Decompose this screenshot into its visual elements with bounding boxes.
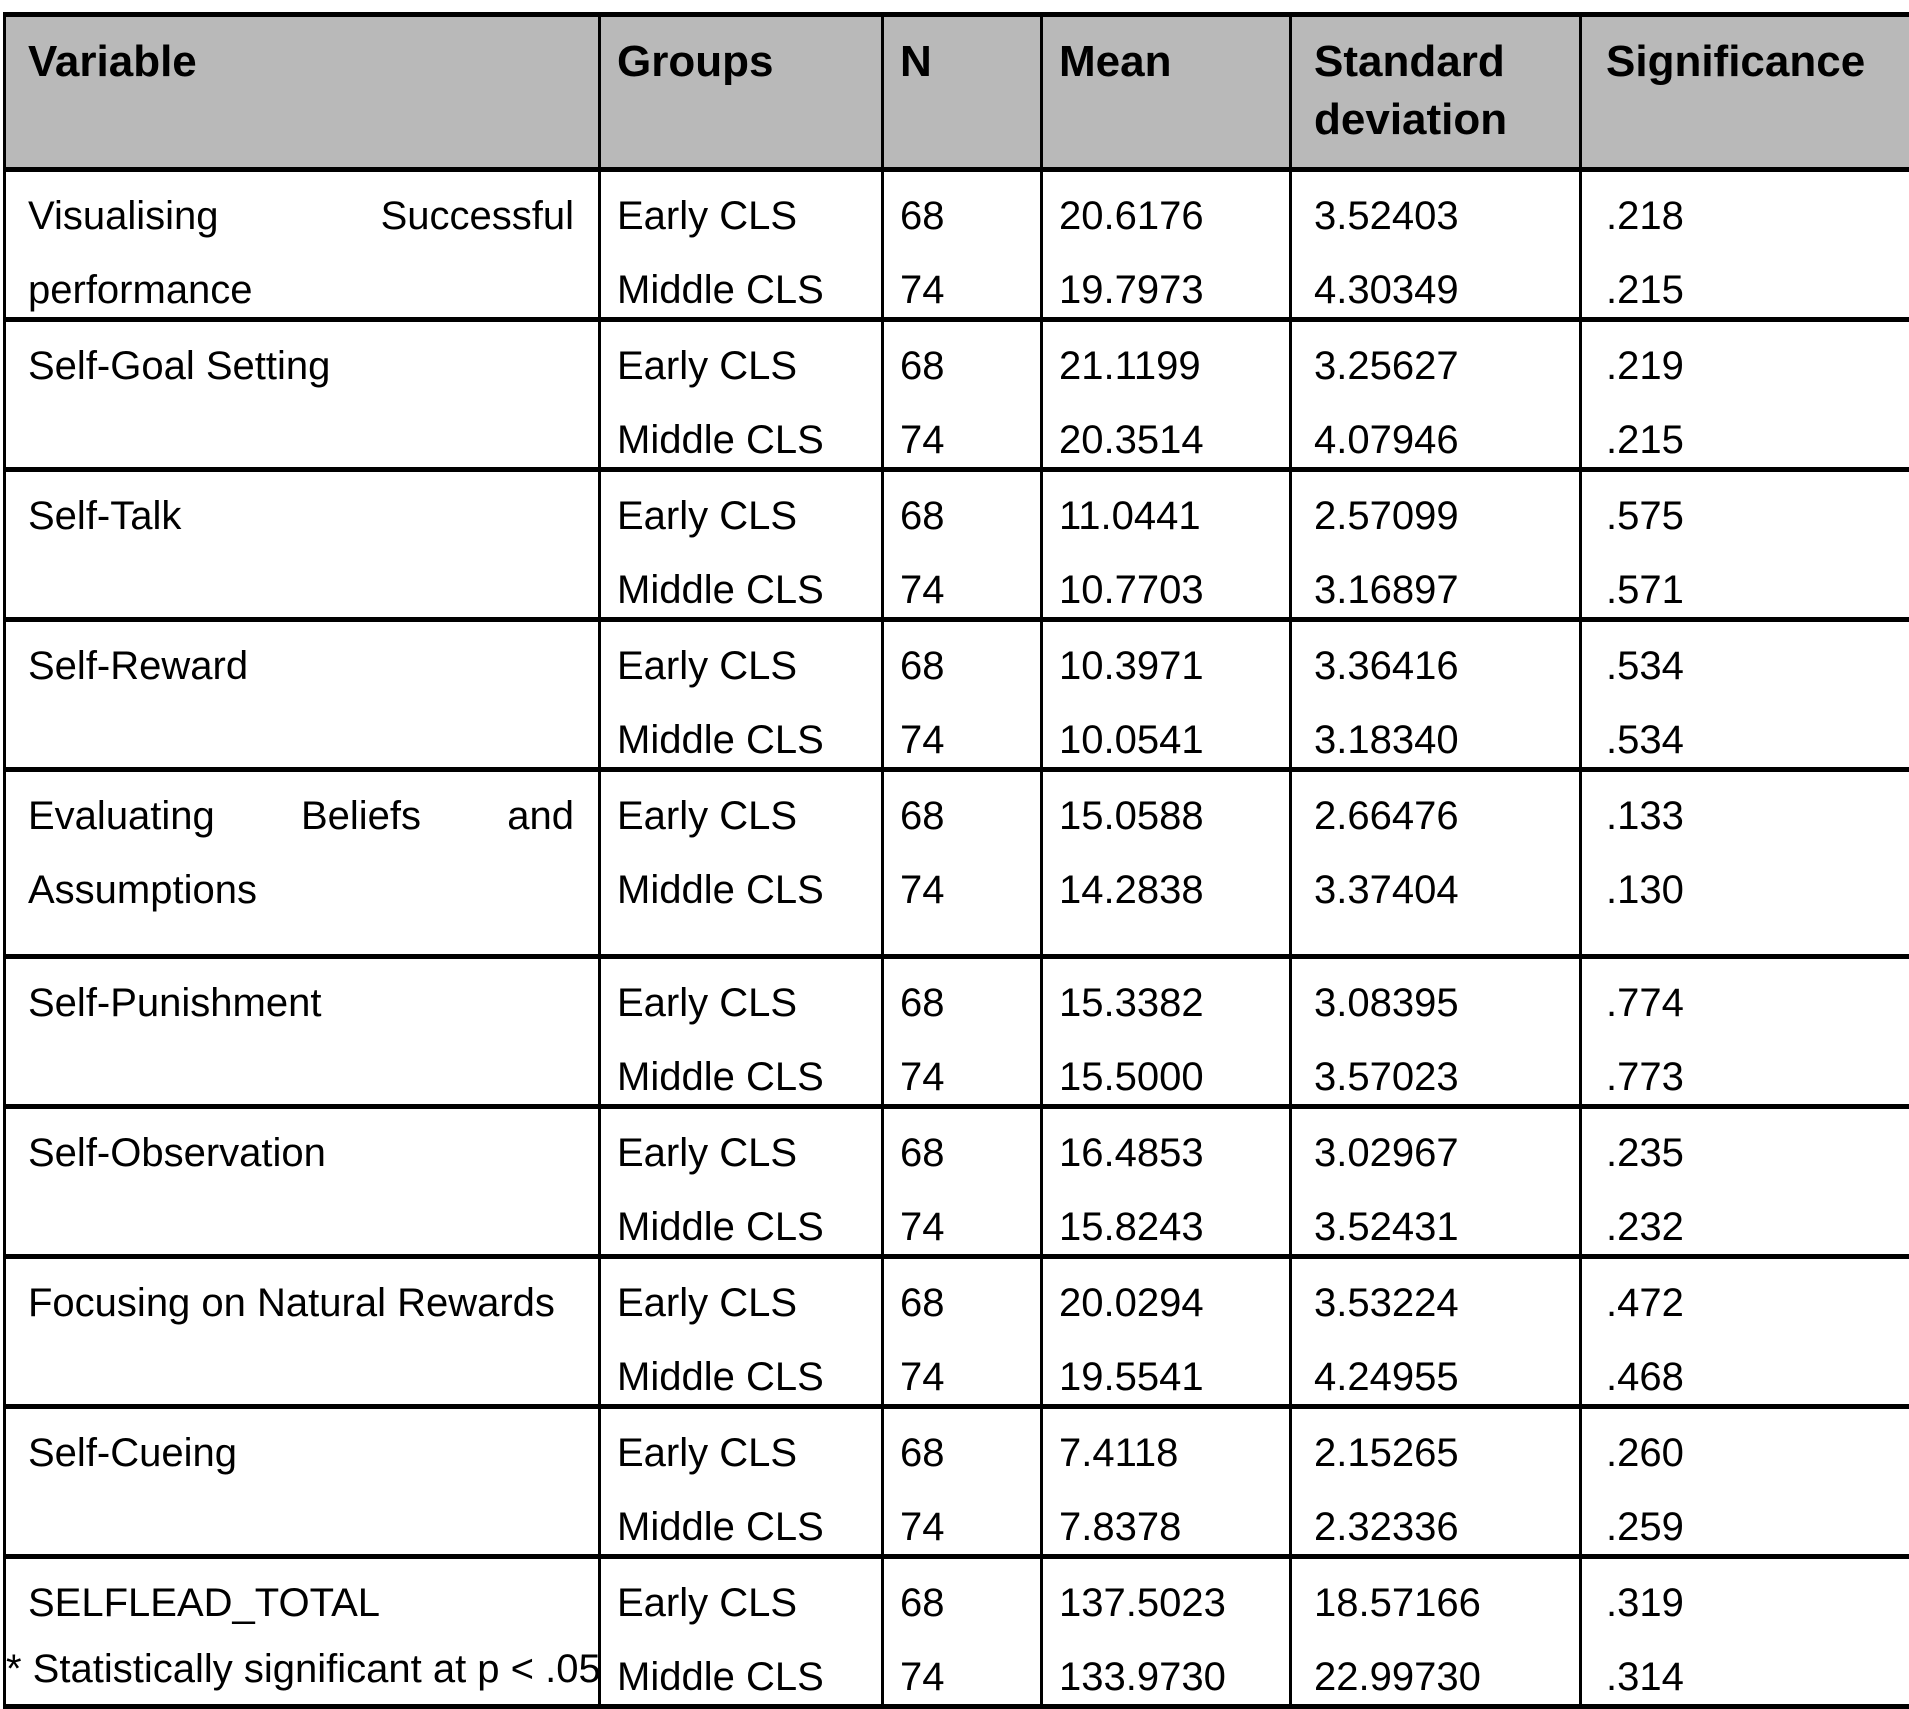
- mean-cell-early: 10.3971: [1059, 640, 1279, 692]
- n-cell-early: 68: [900, 977, 1032, 1029]
- significance-cell-early: .534: [1606, 640, 1909, 692]
- variable-cell: [5, 770, 600, 957]
- n-cell-middle: 74: [900, 1501, 1032, 1553]
- n-cell-middle: 74: [900, 414, 1032, 466]
- n-cell-middle: 74: [900, 1201, 1032, 1253]
- significance-cell-early: .472: [1606, 1277, 1909, 1329]
- variable-word: and: [507, 790, 574, 842]
- groups-cell-early: Early CLS: [617, 1577, 871, 1629]
- table-row: [5, 957, 1909, 1107]
- significance-cell-middle: .232: [1606, 1201, 1909, 1253]
- significance-cell-middle: .773: [1606, 1051, 1909, 1103]
- variable-cell: [5, 320, 600, 470]
- variable-word: Beliefs: [301, 790, 421, 842]
- mean-cell-middle: 20.3514: [1059, 414, 1279, 466]
- groups-cell-early: Early CLS: [617, 1127, 871, 1179]
- table-row: [5, 1257, 1909, 1407]
- variable-line: Self-Cueing: [28, 1427, 574, 1479]
- significance-cell-middle: .468: [1606, 1351, 1909, 1403]
- table-row: [5, 620, 1909, 770]
- significance-cell-early: .774: [1606, 977, 1909, 1029]
- footnote: * Statistically significant at p < .05: [6, 1645, 601, 1693]
- significance-cell: [1581, 620, 1909, 770]
- groups-cell: [600, 770, 883, 957]
- significance-cell: [1581, 1257, 1909, 1407]
- groups-cell: [600, 957, 883, 1107]
- groups-cell-middle: Middle CLS: [617, 1201, 871, 1253]
- significance-cell: [1581, 1407, 1909, 1557]
- n-cell-early: 68: [900, 190, 1032, 242]
- n-cell-middle: 74: [900, 714, 1032, 766]
- mean-cell: [1042, 1107, 1291, 1257]
- mean-cell-middle: 14.2838: [1059, 864, 1279, 916]
- mean-cell-middle: 19.5541: [1059, 1351, 1279, 1403]
- groups-cell: [600, 320, 883, 470]
- sd-cell: [1291, 620, 1581, 770]
- groups-cell-middle: Middle CLS: [617, 1051, 871, 1103]
- variable-cell: [5, 470, 600, 620]
- groups-cell-middle: Middle CLS: [617, 864, 871, 916]
- significance-cell-middle: .215: [1606, 264, 1909, 316]
- mean-cell-middle: 133.9730: [1059, 1651, 1279, 1703]
- groups-cell-early: Early CLS: [617, 977, 871, 1029]
- groups-cell: [600, 620, 883, 770]
- n-cell-middle: 74: [900, 1651, 1032, 1703]
- mean-cell-early: 11.0441: [1059, 490, 1279, 542]
- column-header-n: N: [883, 15, 1042, 170]
- sd-cell-early: 3.08395: [1314, 977, 1569, 1029]
- groups-cell-early: Early CLS: [617, 190, 871, 242]
- groups-cell: [600, 1107, 883, 1257]
- mean-cell: [1042, 470, 1291, 620]
- n-cell: [883, 1557, 1042, 1707]
- table-row: [5, 320, 1909, 470]
- sd-cell-middle: 4.07946: [1314, 414, 1569, 466]
- mean-cell: [1042, 1557, 1291, 1707]
- table-row: [5, 770, 1909, 957]
- significance-cell: [1581, 1557, 1909, 1707]
- n-cell-early: 68: [900, 1427, 1032, 1479]
- sd-cell-middle: 2.32336: [1314, 1501, 1569, 1553]
- mean-cell-middle: 10.7703: [1059, 564, 1279, 616]
- n-cell-middle: 74: [900, 564, 1032, 616]
- variable-word: Visualising: [28, 190, 219, 242]
- n-cell: [883, 1107, 1042, 1257]
- variable-word: Successful: [381, 190, 574, 242]
- n-cell-early: 68: [900, 1277, 1032, 1329]
- n-cell: [883, 620, 1042, 770]
- n-cell-early: 68: [900, 640, 1032, 692]
- sd-cell-middle: 3.52431: [1314, 1201, 1569, 1253]
- significance-cell-middle: .259: [1606, 1501, 1909, 1553]
- mean-cell-early: 20.0294: [1059, 1277, 1279, 1329]
- sd-cell-early: 3.53224: [1314, 1277, 1569, 1329]
- n-cell: [883, 320, 1042, 470]
- mean-cell-middle: 7.8378: [1059, 1501, 1279, 1553]
- n-cell-middle: 74: [900, 1051, 1032, 1103]
- mean-cell: [1042, 320, 1291, 470]
- n-cell: [883, 770, 1042, 957]
- groups-cell-middle: Middle CLS: [617, 714, 871, 766]
- significance-cell: [1581, 1107, 1909, 1257]
- sd-cell-middle: 4.30349: [1314, 264, 1569, 316]
- mean-cell: [1042, 170, 1291, 320]
- variable-line: Self-Reward: [28, 640, 574, 692]
- sd-cell-middle: 3.57023: [1314, 1051, 1569, 1103]
- groups-cell-early: Early CLS: [617, 640, 871, 692]
- sd-cell-middle: 3.18340: [1314, 714, 1569, 766]
- significance-cell-early: .218: [1606, 190, 1909, 242]
- n-cell-middle: 74: [900, 1351, 1032, 1403]
- mean-cell-early: 16.4853: [1059, 1127, 1279, 1179]
- sd-cell: [1291, 1257, 1581, 1407]
- groups-cell-early: Early CLS: [617, 1427, 871, 1479]
- n-cell: [883, 1407, 1042, 1557]
- n-cell-middle: 74: [900, 264, 1032, 316]
- table-row: [5, 170, 1909, 320]
- sd-cell-early: 3.52403: [1314, 190, 1569, 242]
- significance-cell-early: .235: [1606, 1127, 1909, 1179]
- mean-cell-middle: 15.5000: [1059, 1051, 1279, 1103]
- n-cell-early: 68: [900, 790, 1032, 842]
- n-cell-early: 68: [900, 1577, 1032, 1629]
- table-row: [5, 1407, 1909, 1557]
- significance-cell: [1581, 320, 1909, 470]
- mean-cell-early: 20.6176: [1059, 190, 1279, 242]
- mean-cell: [1042, 957, 1291, 1107]
- groups-cell-early: Early CLS: [617, 1277, 871, 1329]
- sd-cell-early: 2.66476: [1314, 790, 1569, 842]
- sd-cell: [1291, 1557, 1581, 1707]
- column-header-variable: Variable: [5, 15, 600, 170]
- significance-cell: [1581, 957, 1909, 1107]
- column-header-significance: Significance: [1581, 15, 1909, 170]
- groups-cell-middle: Middle CLS: [617, 1651, 871, 1703]
- variable-cell: [5, 620, 600, 770]
- significance-cell-middle: .534: [1606, 714, 1909, 766]
- significance-cell-middle: .215: [1606, 414, 1909, 466]
- groups-cell: [600, 1257, 883, 1407]
- significance-cell-early: .575: [1606, 490, 1909, 542]
- sd-cell-early: 3.36416: [1314, 640, 1569, 692]
- n-cell-middle: 74: [900, 864, 1032, 916]
- mean-cell-early: 21.1199: [1059, 340, 1279, 392]
- variable-line: Assumptions: [28, 864, 574, 916]
- variable-line: Self-Observation: [28, 1127, 574, 1179]
- mean-cell: [1042, 1257, 1291, 1407]
- variable-cell: [5, 170, 600, 320]
- n-cell-early: 68: [900, 1127, 1032, 1179]
- variable-line: Self-Punishment: [28, 977, 574, 1029]
- groups-cell: [600, 1407, 883, 1557]
- variable-word: Evaluating: [28, 790, 215, 842]
- n-cell: [883, 957, 1042, 1107]
- sd-cell: [1291, 320, 1581, 470]
- significance-cell-early: .260: [1606, 1427, 1909, 1479]
- sd-cell: [1291, 1107, 1581, 1257]
- variable-line: Self-Talk: [28, 490, 574, 542]
- variable-line: [28, 190, 574, 242]
- column-header-mean: Mean: [1042, 15, 1291, 170]
- variable-line: [28, 790, 574, 842]
- n-cell-early: 68: [900, 340, 1032, 392]
- significance-cell-middle: .571: [1606, 564, 1909, 616]
- variable-line: Focusing on Natural Rewards: [28, 1277, 574, 1329]
- sd-cell-early: 2.15265: [1314, 1427, 1569, 1479]
- mean-cell-middle: 10.0541: [1059, 714, 1279, 766]
- n-cell: [883, 170, 1042, 320]
- mean-cell-early: 7.4118: [1059, 1427, 1279, 1479]
- table-body: [5, 170, 1909, 1707]
- variable-cell: [5, 1407, 600, 1557]
- sd-cell: [1291, 170, 1581, 320]
- column-header-sd: Standard deviation: [1291, 15, 1581, 170]
- table-row: [5, 1107, 1909, 1257]
- sd-cell-early: 18.57166: [1314, 1577, 1569, 1629]
- significance-cell: [1581, 770, 1909, 957]
- variable-line: Self-Goal Setting: [28, 340, 574, 392]
- sd-cell-early: 3.25627: [1314, 340, 1569, 392]
- variable-cell: [5, 1257, 600, 1407]
- mean-cell-middle: 15.8243: [1059, 1201, 1279, 1253]
- groups-cell: [600, 170, 883, 320]
- sd-cell-middle: 3.37404: [1314, 864, 1569, 916]
- variable-cell: [5, 1107, 600, 1257]
- groups-cell-middle: Middle CLS: [617, 1351, 871, 1403]
- significance-cell-middle: .130: [1606, 864, 1909, 916]
- sd-cell-early: 3.02967: [1314, 1127, 1569, 1179]
- groups-cell-early: Early CLS: [617, 490, 871, 542]
- sd-cell-middle: 22.99730: [1314, 1651, 1569, 1703]
- mean-cell-early: 15.3382: [1059, 977, 1279, 1029]
- sd-cell: [1291, 957, 1581, 1107]
- variable-line: SELFLEAD_TOTAL: [28, 1577, 574, 1629]
- mean-cell: [1042, 770, 1291, 957]
- table-header: [5, 15, 1909, 170]
- mean-cell-early: 15.0588: [1059, 790, 1279, 842]
- sd-cell-early: 2.57099: [1314, 490, 1569, 542]
- groups-cell-middle: Middle CLS: [617, 414, 871, 466]
- mean-cell: [1042, 620, 1291, 770]
- groups-cell: [600, 1557, 883, 1707]
- mean-cell: [1042, 1407, 1291, 1557]
- groups-cell: [600, 470, 883, 620]
- groups-cell-early: Early CLS: [617, 790, 871, 842]
- table-row: [5, 470, 1909, 620]
- significance-cell-early: .133: [1606, 790, 1909, 842]
- mean-cell-early: 137.5023: [1059, 1577, 1279, 1629]
- significance-cell-middle: .314: [1606, 1651, 1909, 1703]
- n-cell-early: 68: [900, 490, 1032, 542]
- groups-cell-early: Early CLS: [617, 340, 871, 392]
- groups-cell-middle: Middle CLS: [617, 1501, 871, 1553]
- n-cell: [883, 1257, 1042, 1407]
- mean-cell-middle: 19.7973: [1059, 264, 1279, 316]
- groups-cell-middle: Middle CLS: [617, 564, 871, 616]
- column-header-groups: Groups: [600, 15, 883, 170]
- variable-line: performance: [28, 264, 574, 316]
- sd-cell-middle: 3.16897: [1314, 564, 1569, 616]
- significance-cell: [1581, 470, 1909, 620]
- groups-cell-middle: Middle CLS: [617, 264, 871, 316]
- sd-cell: [1291, 770, 1581, 957]
- variable-cell: [5, 957, 600, 1107]
- significance-cell-early: .219: [1606, 340, 1909, 392]
- sd-cell: [1291, 1407, 1581, 1557]
- significance-cell: [1581, 170, 1909, 320]
- significance-cell-early: .319: [1606, 1577, 1909, 1629]
- sd-cell-middle: 4.24955: [1314, 1351, 1569, 1403]
- header-row: [5, 15, 1909, 170]
- results-table: [3, 12, 1909, 1709]
- sd-cell: [1291, 470, 1581, 620]
- n-cell: [883, 470, 1042, 620]
